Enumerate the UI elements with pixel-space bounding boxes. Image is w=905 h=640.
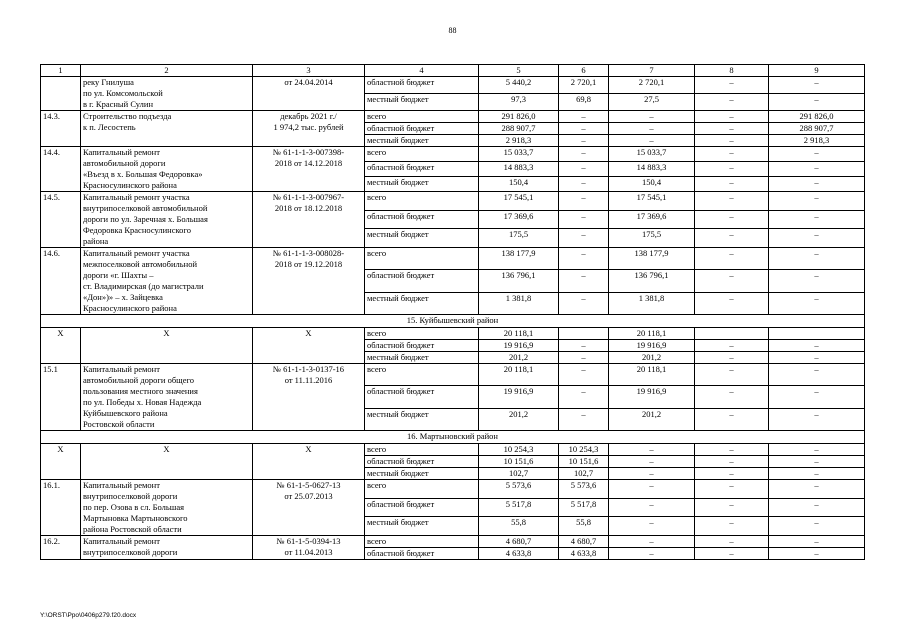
amount-col-7: 175,5 [609,229,695,248]
amount-col-7: 14 883,3 [609,162,695,177]
total-amount: 5 517,8 [479,498,559,517]
amount-col-6: 2 720,1 [559,77,609,94]
page-number: 88 [448,26,457,35]
budget-source: местный бюджет [365,229,479,248]
section-title: 15. Куйбышевский район [41,315,865,328]
table-row [41,111,865,123]
amount-col-6: 4 633,8 [559,548,609,560]
total-amount: 15 033,7 [479,147,559,162]
section-header-row [41,431,865,444]
amount-col-7: 19 916,9 [609,386,695,408]
amount-col-9: 288 907,7 [769,123,865,135]
table-row [41,77,865,94]
object-name: Капитальный ремонт внутрипоселковой дороги по пер. Озова в сл. Большая Мартыновка Мартыновского района Ростовской области [81,480,253,536]
x-marker: Х [41,444,81,480]
amount-col-8: – [695,536,769,548]
amount-col-8: – [695,456,769,468]
amount-col-8: – [695,386,769,408]
item-number: 15.1 [41,364,81,431]
amount-col-9: – [769,352,865,364]
document-details: № 61-1-5-0627-13 от 25.07.2013 [253,480,365,536]
amount-col-8: – [695,210,769,229]
amount-col-7: – [609,498,695,517]
amount-col-8: – [695,468,769,480]
budget-source: всего [365,480,479,499]
budget-source: местный бюджет [365,94,479,111]
budget-source: всего [365,328,479,340]
item-number: 14.4. [41,147,81,192]
column-header: 1 [41,65,81,77]
total-amount: 2 918,3 [479,135,559,147]
amount-col-9: – [769,229,865,248]
amount-col-9: – [769,444,865,456]
budget-source: всего [365,111,479,123]
amount-col-8: – [695,177,769,192]
object-name: Капитальный ремонт участка межпоселковой автомобильной дороги «г. Шахты – ст. Владимирская (до магистрали «Дон»)» – х. Зайцевка Красносулинского района [81,248,253,315]
amount-col-8: – [695,340,769,352]
budget-source: всего [365,536,479,548]
column-header: 5 [479,65,559,77]
amount-col-7: 17 545,1 [609,192,695,211]
x-marker: Х [253,444,365,480]
object-name: реку Гнилуша по ул. Комсомольской в г. Красный Сулин [81,77,253,111]
amount-col-7: 17 369,6 [609,210,695,229]
amount-col-6: 69,8 [559,94,609,111]
amount-col-7: 201,2 [609,352,695,364]
amount-col-8: – [695,270,769,292]
amount-col-6: 102,7 [559,468,609,480]
total-amount: 14 883,3 [479,162,559,177]
document-details: № 61-1-1-3-0137-16 от 11.11.2016 [253,364,365,431]
total-amount: 201,2 [479,352,559,364]
amount-col-7: – [609,548,695,560]
item-number: 14.5. [41,192,81,248]
total-amount: 138 177,9 [479,248,559,270]
x-marker: Х [41,328,81,364]
total-amount: 5 573,6 [479,480,559,499]
budget-source: всего [365,248,479,270]
total-amount: 17 369,6 [479,210,559,229]
amount-col-7: 201,2 [609,408,695,430]
amount-col-6: – [559,292,609,314]
amount-col-8: – [695,77,769,94]
amount-col-7: – [609,517,695,536]
item-number: 16.2. [41,536,81,560]
amount-col-9: 291 826,0 [769,111,865,123]
amount-col-9: – [769,162,865,177]
amount-col-6: – [559,135,609,147]
amount-col-6: – [559,386,609,408]
amount-col-6: 55,8 [559,517,609,536]
budget-source: областной бюджет [365,498,479,517]
amount-col-6: – [559,248,609,270]
total-amount: 291 826,0 [479,111,559,123]
amount-col-9: – [769,536,865,548]
amount-col-6: – [559,229,609,248]
total-amount: 55,8 [479,517,559,536]
amount-col-6 [559,328,609,340]
column-number-header [41,65,865,77]
amount-col-9: – [769,340,865,352]
amount-col-7: 2 720,1 [609,77,695,94]
amount-col-7: 1 381,8 [609,292,695,314]
section-total-row [41,444,865,456]
amount-col-9: – [769,270,865,292]
section-title: 16. Мартыновский район [41,431,865,444]
amount-col-9: – [769,177,865,192]
amount-col-7: 20 118,1 [609,328,695,340]
x-marker: Х [81,444,253,480]
budget-source: областной бюджет [365,548,479,560]
budget-source: всего [365,147,479,162]
column-header: 2 [81,65,253,77]
total-amount: 20 118,1 [479,364,559,386]
total-amount: 10 254,3 [479,444,559,456]
amount-col-9: – [769,210,865,229]
amount-col-7: 15 033,7 [609,147,695,162]
table-body [41,65,865,560]
budget-source: всего [365,364,479,386]
amount-col-7: 27,5 [609,94,695,111]
amount-col-8 [695,328,769,340]
amount-col-6: – [559,111,609,123]
amount-col-9: – [769,77,865,94]
total-amount: 1 381,8 [479,292,559,314]
table-row [41,536,865,548]
section-total-row [41,328,865,340]
amount-col-7: – [609,444,695,456]
budget-source: областной бюджет [365,386,479,408]
amount-col-9: – [769,517,865,536]
amount-col-9: – [769,468,865,480]
amount-col-6: – [559,192,609,211]
amount-col-8: – [695,192,769,211]
budget-source: местный бюджет [365,292,479,314]
amount-col-8: – [695,444,769,456]
document-details: № 61-1-1-3-007967- 2018 от 18.12.2018 [253,192,365,248]
column-header: 9 [769,65,865,77]
amount-col-8: – [695,111,769,123]
amount-col-7: 138 177,9 [609,248,695,270]
amount-col-9: – [769,292,865,314]
amount-col-8: – [695,292,769,314]
budget-source: местный бюджет [365,352,479,364]
column-header: 6 [559,65,609,77]
total-amount: 20 118,1 [479,328,559,340]
document-details: № 61-1-5-0394-13 от 11.04.2013 [253,536,365,560]
object-name: Капитальный ремонт автомобильной дороги «Въезд в х. Большая Федоровка» Красносулинского района [81,147,253,192]
budget-source: всего [365,192,479,211]
amount-col-7: – [609,468,695,480]
amount-col-8: – [695,408,769,430]
file-path-footer: Y:\ORST\Ppo\0406p279.f20.docx [40,612,137,619]
document-details: от 24.04.2014 [253,77,365,111]
amount-col-6: 10 151,6 [559,456,609,468]
budget-source: областной бюджет [365,340,479,352]
object-name: Капитальный ремонт автомобильной дороги общего пользования местного значения по ул. Победы х. Новая Надежда Куйбышевского района Ростовской области [81,364,253,431]
x-marker: Х [81,328,253,364]
total-amount: 10 151,6 [479,456,559,468]
amount-col-8: – [695,162,769,177]
document-details: № 61-1-1-3-008028- 2018 от 19.12.2018 [253,248,365,315]
amount-col-8: – [695,94,769,111]
amount-col-6: – [559,162,609,177]
document-details: № 61-1-1-3-007398- 2018 от 14.12.2018 [253,147,365,192]
item-number [41,77,81,111]
amount-col-7: – [609,480,695,499]
amount-col-8: – [695,548,769,560]
item-number: 14.6. [41,248,81,315]
document-details: декабрь 2021 г./ 1 974,2 тыс. рублей [253,111,365,147]
amount-col-9: – [769,480,865,499]
amount-col-9: – [769,456,865,468]
amount-col-6: – [559,352,609,364]
budget-source: областной бюджет [365,123,479,135]
budget-source: областной бюджет [365,210,479,229]
table-row [41,192,865,211]
amount-col-9 [769,328,865,340]
amount-col-9: – [769,192,865,211]
amount-col-7: – [609,135,695,147]
column-header: 7 [609,65,695,77]
total-amount: 175,5 [479,229,559,248]
amount-col-9: – [769,248,865,270]
amount-col-9: – [769,94,865,111]
amount-col-7: 150,4 [609,177,695,192]
budget-source: областной бюджет [365,270,479,292]
object-name: Капитальный ремонт внутрипоселковой дороги [81,536,253,560]
amount-col-8: – [695,248,769,270]
amount-col-9: 2 918,3 [769,135,865,147]
amount-col-6: – [559,123,609,135]
table-row [41,364,865,386]
table-row [41,248,865,270]
amount-col-7: – [609,456,695,468]
table-row [41,480,865,499]
amount-col-8: – [695,135,769,147]
budget-source: областной бюджет [365,77,479,94]
amount-col-8: – [695,123,769,135]
budget-source: местный бюджет [365,517,479,536]
amount-col-8: – [695,480,769,499]
x-marker: Х [253,328,365,364]
amount-col-6: 5 573,6 [559,480,609,499]
amount-col-9: – [769,386,865,408]
amount-col-6: – [559,270,609,292]
column-header: 4 [365,65,479,77]
amount-col-7: 136 796,1 [609,270,695,292]
amount-col-8: – [695,364,769,386]
section-header-row [41,315,865,328]
total-amount: 288 907,7 [479,123,559,135]
budget-table [40,64,865,560]
amount-col-7: 20 118,1 [609,364,695,386]
total-amount: 19 916,9 [479,340,559,352]
amount-col-6: 5 517,8 [559,498,609,517]
amount-col-8: – [695,352,769,364]
budget-source: всего [365,444,479,456]
amount-col-7: – [609,123,695,135]
amount-col-7: – [609,536,695,548]
amount-col-8: – [695,147,769,162]
object-name: Капитальный ремонт участка внутрипоселковой автомобильной дороги по ул. Заречная х. Большая Федоровка Красносулинского района [81,192,253,248]
total-amount: 102,7 [479,468,559,480]
amount-col-6: – [559,340,609,352]
amount-col-8: – [695,229,769,248]
amount-col-7: 19 916,9 [609,340,695,352]
amount-col-9: – [769,147,865,162]
amount-col-9: – [769,408,865,430]
total-amount: 97,3 [479,94,559,111]
budget-source: областной бюджет [365,162,479,177]
budget-source: местный бюджет [365,135,479,147]
total-amount: 136 796,1 [479,270,559,292]
budget-source: местный бюджет [365,177,479,192]
amount-col-6: – [559,177,609,192]
total-amount: 5 440,2 [479,77,559,94]
total-amount: 4 633,8 [479,548,559,560]
amount-col-6: 4 680,7 [559,536,609,548]
amount-col-6: 10 254,3 [559,444,609,456]
amount-col-6: – [559,364,609,386]
total-amount: 201,2 [479,408,559,430]
amount-col-6: – [559,408,609,430]
total-amount: 17 545,1 [479,192,559,211]
table-row [41,147,865,162]
budget-source: местный бюджет [365,408,479,430]
item-number: 16.1. [41,480,81,536]
amount-col-8: – [695,498,769,517]
item-number: 14.3. [41,111,81,147]
amount-col-6: – [559,147,609,162]
column-header: 8 [695,65,769,77]
total-amount: 19 916,9 [479,386,559,408]
total-amount: 150,4 [479,177,559,192]
budget-source: местный бюджет [365,468,479,480]
amount-col-8: – [695,517,769,536]
amount-col-9: – [769,364,865,386]
total-amount: 4 680,7 [479,536,559,548]
amount-col-9: – [769,548,865,560]
amount-col-7: – [609,111,695,123]
amount-col-6: – [559,210,609,229]
budget-source: областной бюджет [365,456,479,468]
amount-col-9: – [769,498,865,517]
column-header: 3 [253,65,365,77]
object-name: Строительство подъезда к п. Лесостепь [81,111,253,147]
